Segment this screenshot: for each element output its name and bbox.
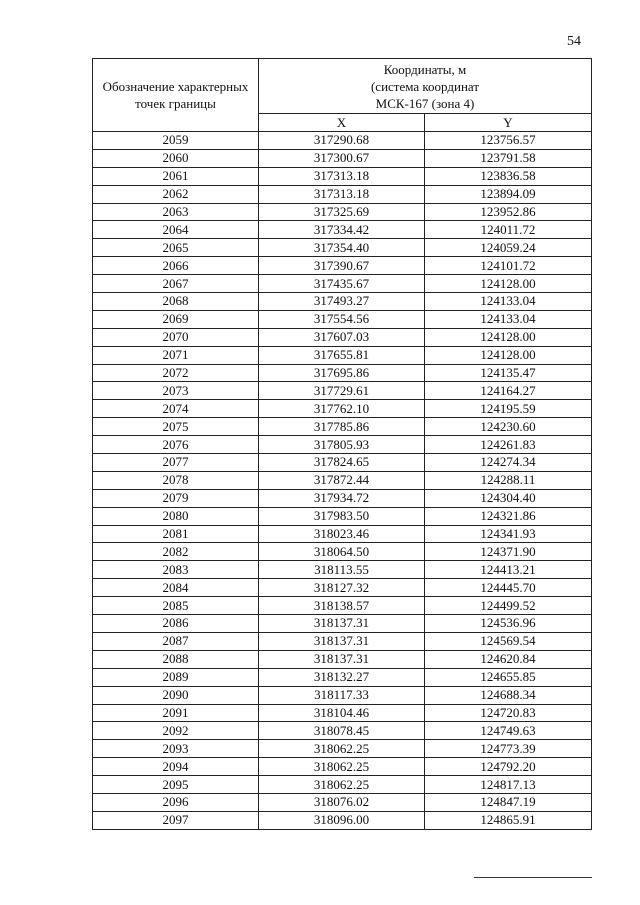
x-coordinate-cell: 317313.18	[259, 167, 425, 185]
point-number-cell: 2088	[93, 650, 259, 668]
coordinate-zone-label: МСК-167 (зона 4)	[375, 95, 475, 111]
y-coordinate-cell: 124195.59	[425, 400, 592, 418]
y-coordinate-cell: 123756.57	[425, 132, 592, 150]
table-row	[93, 811, 592, 829]
y-coordinate-cell: 124274.34	[425, 454, 592, 472]
table-row	[93, 543, 592, 561]
point-number-cell: 2085	[93, 597, 259, 615]
table-row	[93, 793, 592, 811]
table-row	[93, 776, 592, 794]
y-coordinate-cell: 124817.13	[425, 776, 592, 794]
x-coordinate-cell: 318078.45	[259, 722, 425, 740]
point-number-cell: 2070	[93, 328, 259, 346]
y-coordinate-cell: 124499.52	[425, 597, 592, 615]
coordinates-group-header	[259, 59, 592, 114]
x-coordinate-cell: 318137.31	[259, 615, 425, 633]
x-coordinate-cell: 318062.25	[259, 740, 425, 758]
point-number-cell: 2066	[93, 257, 259, 275]
y-coordinate-cell: 124135.47	[425, 364, 592, 382]
x-coordinate-cell: 317354.40	[259, 239, 425, 257]
table-row	[93, 203, 592, 221]
y-coordinate-cell: 124655.85	[425, 668, 592, 686]
point-number-cell: 2060	[93, 149, 259, 167]
table-row	[93, 132, 592, 150]
y-coordinate-cell: 124128.00	[425, 275, 592, 293]
table-row	[93, 722, 592, 740]
y-coordinate-cell: 124128.00	[425, 328, 592, 346]
x-coordinate-cell: 318096.00	[259, 811, 425, 829]
x-column-header: X	[259, 114, 425, 132]
point-number-cell: 2086	[93, 615, 259, 633]
table-row	[93, 597, 592, 615]
y-coordinate-cell: 124288.11	[425, 471, 592, 489]
point-number-cell: 2064	[93, 221, 259, 239]
x-coordinate-cell: 317334.42	[259, 221, 425, 239]
point-number-cell: 2095	[93, 776, 259, 794]
y-coordinate-cell: 123952.86	[425, 203, 592, 221]
y-coordinate-cell: 124128.00	[425, 346, 592, 364]
x-coordinate-cell: 317290.68	[259, 132, 425, 150]
point-number-cell: 2087	[93, 632, 259, 650]
table-row	[93, 293, 592, 311]
table-row	[93, 418, 592, 436]
coordinates-table	[92, 58, 592, 830]
point-number-cell: 2094	[93, 758, 259, 776]
table-row	[93, 275, 592, 293]
x-coordinate-cell: 317435.67	[259, 275, 425, 293]
x-coordinate-cell: 317934.72	[259, 489, 425, 507]
y-coordinate-cell: 124569.54	[425, 632, 592, 650]
point-number-cell: 2077	[93, 454, 259, 472]
y-coordinate-cell: 124847.19	[425, 793, 592, 811]
table-row	[93, 632, 592, 650]
x-coordinate-cell: 317695.86	[259, 364, 425, 382]
point-number-cell: 2073	[93, 382, 259, 400]
table-row	[93, 167, 592, 185]
y-coordinate-cell: 124371.90	[425, 543, 592, 561]
y-coordinate-cell: 124688.34	[425, 686, 592, 704]
point-number-cell: 2091	[93, 704, 259, 722]
table-row	[93, 686, 592, 704]
y-coordinate-cell: 124059.24	[425, 239, 592, 257]
x-coordinate-cell: 318138.57	[259, 597, 425, 615]
y-coordinate-cell: 124230.60	[425, 418, 592, 436]
y-coordinate-cell: 124164.27	[425, 382, 592, 400]
point-number-cell: 2059	[93, 132, 259, 150]
y-coordinate-cell: 124413.21	[425, 561, 592, 579]
table-row	[93, 561, 592, 579]
y-coordinate-cell: 124865.91	[425, 811, 592, 829]
x-coordinate-cell: 318023.46	[259, 525, 425, 543]
table-row	[93, 740, 592, 758]
point-number-cell: 2065	[93, 239, 259, 257]
x-coordinate-cell: 318076.02	[259, 793, 425, 811]
y-coordinate-cell: 124536.96	[425, 615, 592, 633]
point-number-cell: 2075	[93, 418, 259, 436]
table-row	[93, 471, 592, 489]
point-number-cell: 2089	[93, 668, 259, 686]
point-number-cell: 2084	[93, 579, 259, 597]
x-coordinate-cell: 317729.61	[259, 382, 425, 400]
x-coordinate-cell: 317762.10	[259, 400, 425, 418]
y-coordinate-cell: 124792.20	[425, 758, 592, 776]
point-number-cell: 2076	[93, 436, 259, 454]
y-coordinate-cell: 124620.84	[425, 650, 592, 668]
table-row	[93, 668, 592, 686]
coordinates-table-body	[93, 132, 592, 830]
page-number: 54	[567, 34, 581, 49]
point-column-header	[93, 59, 259, 132]
table-row	[93, 382, 592, 400]
point-number-cell: 2081	[93, 525, 259, 543]
y-coordinate-cell: 124341.93	[425, 525, 592, 543]
coordinate-system-label: (система координат	[370, 78, 480, 94]
y-column-header: Y	[425, 114, 592, 132]
table-row	[93, 525, 592, 543]
x-coordinate-cell: 318137.31	[259, 632, 425, 650]
table-row	[93, 615, 592, 633]
y-coordinate-cell: 124261.83	[425, 436, 592, 454]
table-row	[93, 364, 592, 382]
x-coordinate-cell: 317390.67	[259, 257, 425, 275]
table-row	[93, 758, 592, 776]
point-number-cell: 2090	[93, 686, 259, 704]
point-number-cell: 2078	[93, 471, 259, 489]
y-coordinate-cell: 124321.86	[425, 507, 592, 525]
x-coordinate-cell: 318104.46	[259, 704, 425, 722]
point-number-cell: 2072	[93, 364, 259, 382]
table-row	[93, 221, 592, 239]
point-number-cell: 2067	[93, 275, 259, 293]
y-coordinate-cell: 124011.72	[425, 221, 592, 239]
point-number-cell: 2063	[93, 203, 259, 221]
table-row	[93, 650, 592, 668]
y-coordinate-cell: 123836.58	[425, 167, 592, 185]
x-coordinate-cell: 317655.81	[259, 346, 425, 364]
point-number-cell: 2074	[93, 400, 259, 418]
point-number-cell: 2061	[93, 167, 259, 185]
footer-rule	[474, 877, 592, 878]
x-coordinate-cell: 317554.56	[259, 310, 425, 328]
x-coordinate-cell: 318062.25	[259, 776, 425, 794]
point-number-cell: 2069	[93, 310, 259, 328]
x-coordinate-cell: 318127.32	[259, 579, 425, 597]
table-row	[93, 257, 592, 275]
y-coordinate-cell: 124749.63	[425, 722, 592, 740]
x-coordinate-cell: 317313.18	[259, 185, 425, 203]
x-coordinate-cell: 318117.33	[259, 686, 425, 704]
y-coordinate-cell: 123791.58	[425, 149, 592, 167]
x-coordinate-cell: 317493.27	[259, 293, 425, 311]
table-row	[93, 507, 592, 525]
table-row	[93, 310, 592, 328]
x-coordinate-cell: 317824.65	[259, 454, 425, 472]
y-coordinate-cell: 123894.09	[425, 185, 592, 203]
y-coordinate-cell: 124304.40	[425, 489, 592, 507]
point-number-cell: 2068	[93, 293, 259, 311]
x-coordinate-cell: 318062.25	[259, 758, 425, 776]
point-number-cell: 2097	[93, 811, 259, 829]
table-row	[93, 436, 592, 454]
point-number-cell: 2096	[93, 793, 259, 811]
y-coordinate-cell: 124445.70	[425, 579, 592, 597]
x-coordinate-cell: 317300.67	[259, 149, 425, 167]
x-coordinate-cell: 317983.50	[259, 507, 425, 525]
point-number-cell: 2062	[93, 185, 259, 203]
y-coordinate-cell: 124773.39	[425, 740, 592, 758]
x-coordinate-cell: 317805.93	[259, 436, 425, 454]
x-coordinate-cell: 318132.27	[259, 668, 425, 686]
x-coordinate-cell: 318137.31	[259, 650, 425, 668]
table-row	[93, 239, 592, 257]
x-coordinate-cell: 317785.86	[259, 418, 425, 436]
y-coordinate-cell: 124133.04	[425, 293, 592, 311]
table-row	[93, 454, 592, 472]
y-coordinate-cell: 124720.83	[425, 704, 592, 722]
x-coordinate-cell: 317607.03	[259, 328, 425, 346]
x-coordinate-cell: 317872.44	[259, 471, 425, 489]
point-number-cell: 2092	[93, 722, 259, 740]
y-coordinate-cell: 124133.04	[425, 310, 592, 328]
table-row	[93, 328, 592, 346]
point-number-cell: 2071	[93, 346, 259, 364]
x-coordinate-cell: 318113.55	[259, 561, 425, 579]
table-row	[93, 185, 592, 203]
table-row	[93, 149, 592, 167]
y-coordinate-cell: 124101.72	[425, 257, 592, 275]
x-coordinate-cell: 318064.50	[259, 543, 425, 561]
table-row	[93, 489, 592, 507]
point-column-label: Обозначение характерных точек границы	[102, 79, 249, 111]
x-coordinate-cell: 317325.69	[259, 203, 425, 221]
point-number-cell: 2093	[93, 740, 259, 758]
table-row	[93, 704, 592, 722]
table-row	[93, 346, 592, 364]
table-row	[93, 400, 592, 418]
coordinates-label: Координаты, м	[383, 61, 467, 77]
table-row	[93, 579, 592, 597]
point-number-cell: 2080	[93, 507, 259, 525]
point-number-cell: 2083	[93, 561, 259, 579]
point-number-cell: 2082	[93, 543, 259, 561]
point-number-cell: 2079	[93, 489, 259, 507]
